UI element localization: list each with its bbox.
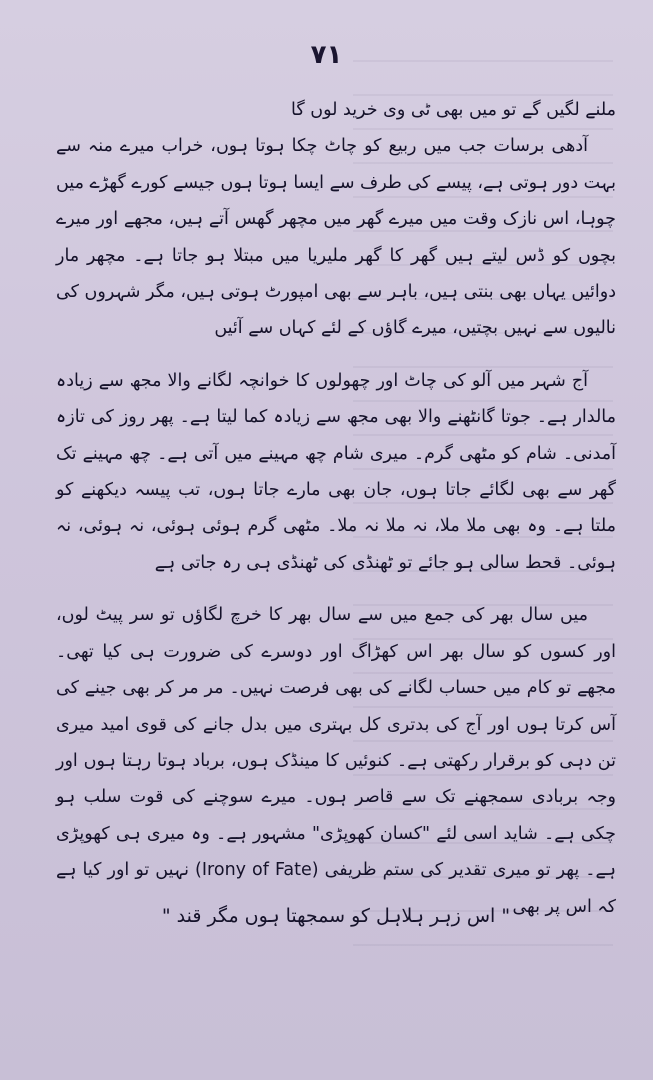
paragraph-3: میں سال بھر کی جمع میں سے سال بھر کا خرچ لگاؤں تو سر پیٹ لوں، اور کسوں کو سال بھر اس کھڑاگ اور دوسرے کی ضرورت ہی کیا تھی۔ مجھے تو کام میں حساب لگانے کی بھی فرصت نہیں۔ مر مر کر بھی جینے کی آس کرتا ہوں اور آج کی بدتری کل بہتری میں بدل جانے کی قوی امید میری تن دہی کو برقرار رکھتی ہے۔ کنوئیں کا مینڈک ہوں، برباد ہوتا رہتا ہوں اور وجہ بربادی سمجھنے تک سے قاصر ہوں۔ میرے سوچنے کی قوت سلب ہو چکی ہے۔ شاید اسی لئے "کسان کھوپڑی" مشہور ہے۔ وہ میری ہی کھوپڑی ہے۔ پھر تو میری تقدیر کی ستم ظریفی (Irony of Fate) نہیں تو اور کیا ہے کہ اس پر بھی [56, 605, 617, 917]
paragraph-3-end: نہیں تو اور کیا ہے کہ اس پر بھی [56, 860, 616, 917]
paragraph-3-text: میں سال بھر کی جمع میں سے سال بھر کا خرچ لگاؤں تو سر پیٹ لوں، اور کسوں کو سال بھر اس کھڑاگ اور دوسرے کی ضرورت ہی کیا تھی۔ مجھے تو کام میں حساب لگانے کی بھی فرصت نہیں۔ مر مر کر بھی جینے کی آس کرتا ہوں اور آج کی بدتری کل بہتری میں بدل جانے کی قوی امید میری تن دہی کو برقرار رکھتی ہے۔ کنوئیں کا مینڈک ہوں، برباد ہوتا رہتا ہوں اور وجہ بربادی سمجھنے تک سے قاصر ہوں۔ میرے سوچنے کی قوت سلب ہو چکی ہے۔ شاید اسی لئے "کسان کھوپڑی" مشہور ہے۔ وہ میری ہی کھوپڑی ہے۔ پھر تو میری تقدیر کی ستم ظریفی [56, 605, 617, 881]
page-body [56, 92, 616, 941]
irony-of-fate-text: Irony of Fate [201, 860, 312, 881]
paragraph-1: آدھی برسات جب میں ربیع کو چاٹ چکا ہوتا ہوں، خراب میرے منہ سے بہت دور ہوتی ہے، پیسے کی طرف سے ایسا ہوتا ہوں جیسے کورے گھڑے میں چوہا، اس نازک وقت میں میرے گھر میں مچھر گھس آتے ہیں، مجھے اور میرے بچوں کو ڈس لیتے ہیں گھر کا گھر ملیریا میں مبتلا ہو جاتا ہے۔ مچھر مار دوائیں یہاں بھی بنتی ہیں، باہر سے بھی امپورٹ ہوتی ہیں، مگر شہروں کی نالیوں سے نہیں بچتیں، میرے گاؤں کے لئے کہاں سے آئیں [55, 136, 616, 339]
closing-verse: " اس زہر ہلاہل کو سمجھتا ہوں مگر قند " [161, 905, 511, 927]
opening-line: ملنے لگیں گے تو میں بھی ٹی وی خرید لوں گا [291, 100, 616, 120]
page-number: ۷۱ [310, 40, 343, 70]
paragraph-2: آج شہر میں آلو کی چاٹ اور چھولوں کا خوانچہ لگانے والا مجھ سے زیادہ مالدار ہے۔ جوتا گانٹھنے والا بھی مجھ سے زیادہ کما لیتا ہے۔ پھر روز کی تازہ آمدنی۔ شام کو مٹھی گرم۔ میری شام چھ مہینے میں آتی ہے۔ چھ مہینے تک گھر سے بھی لگائے جاتا ہوں، جان بھی مارے جاتا ہوں، تب پیسہ دیکھنے کو ملتا ہے۔ وہ بھی ملا ملا، نہ ملا نہ ملا۔ مٹھی گرم ہوئی ہوئی، نہ ہوئی، نہ ہوئی۔ قحط سالی ہو جائے تو ٹھنڈی کی ٹھنڈی ہی رہ جاتی ہے [56, 370, 616, 573]
